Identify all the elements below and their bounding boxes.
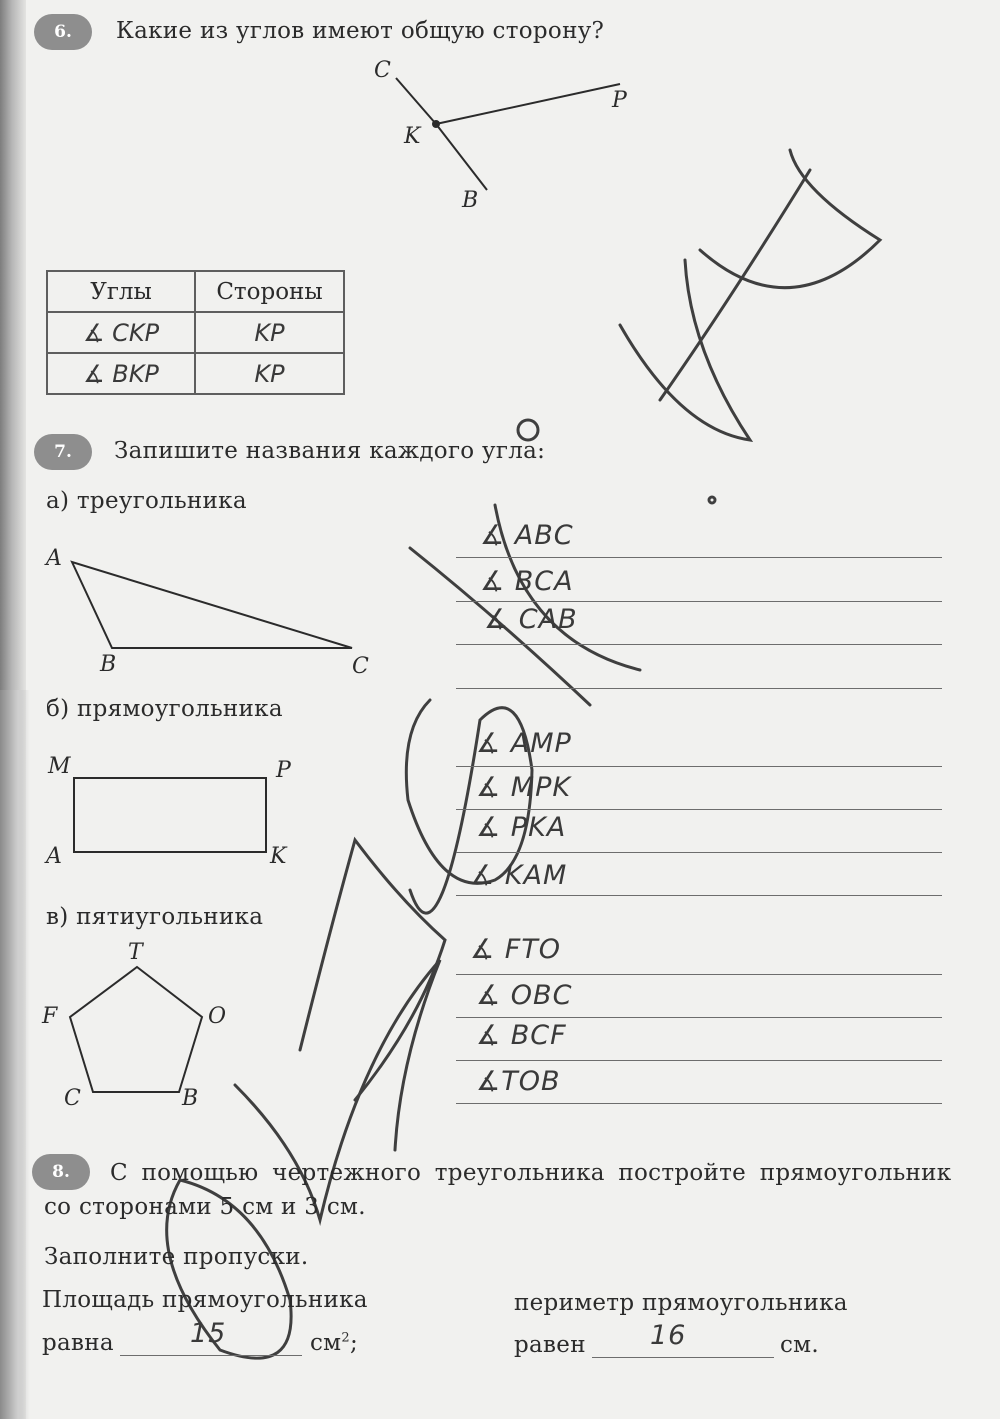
pentagon-subtask-label: в) пятиугольника [46,904,264,930]
answer-line [456,557,942,558]
rectangle-answer[interactable]: ∡ AMP [476,728,572,759]
rectangle-vertex-p: P [276,758,291,783]
table-cell-side[interactable]: KP [195,353,344,394]
answer-line [456,1060,942,1061]
triangle-vertex-a: A [46,546,62,571]
table-header-angles: Углы [47,271,195,312]
table-header-sides: Стороны [195,271,344,312]
rectangle-answer[interactable]: ∡ KAM [470,860,568,891]
rectangle-vertex-a: A [46,844,62,869]
answer-line [456,809,942,810]
rectangle-subtask-label: б) прямоугольника [46,696,283,722]
triangle-abc [72,562,352,648]
table-header-row [47,271,344,312]
task-7-number-badge: 7. [34,434,92,470]
pentagon-answer[interactable]: ∡ FTO [470,934,562,965]
point-k-label: K [404,124,421,149]
perimeter-unit: см. [780,1332,819,1358]
area-unit-end: ; [349,1330,359,1356]
pentagon-vertex-f: F [42,1004,58,1029]
vertex-k-dot [432,120,440,128]
task-6-number-badge: 6. [34,14,92,50]
pentagon-vertex-o: O [208,1004,227,1029]
task-8-number-badge: 8. [32,1154,90,1190]
triangle-answer[interactable]: ∡ ABC [480,520,574,551]
fill-blanks-instruction: Заполните пропуски. [44,1244,309,1270]
area-unit [310,1330,358,1356]
table-row [47,353,344,394]
ray-kb [436,124,487,190]
area-answer[interactable]: 15 [190,1318,227,1349]
table-row [47,312,344,353]
answer-line [456,766,942,767]
table-cell-angle[interactable]: ∡ BKP [47,353,195,394]
triangle-vertex-b: B [100,652,117,677]
table-cell-angle[interactable]: ∡ CKP [47,312,195,353]
pentagon-vertex-b: B [182,1086,199,1111]
rectangle-answer[interactable]: ∡ PKA [476,812,567,843]
answer-line [456,895,942,896]
area-answer-line [120,1355,302,1356]
area-label: Площадь прямоугольника [42,1287,368,1313]
point-c-label: C [374,58,391,83]
task-8-question-line1: С помощью чертежного треугольника постройте прямоугольник [110,1160,952,1186]
pentagon-vertex-c: C [64,1086,81,1111]
point-p-label: P [612,88,627,113]
task-6-question: Какие из углов имеют общую сторону? [116,18,605,44]
pentagon-answer[interactable]: ∡TOB [476,1066,561,1097]
perimeter-label: периметр прямоугольника [514,1290,848,1316]
pentagon-answer[interactable]: ∡ OBC [476,980,573,1011]
triangle-vertex-c: C [352,654,369,679]
area-unit-text: см [310,1330,342,1356]
answer-line [456,688,942,689]
answer-line [456,974,942,975]
triangle-subtask-label: а) треугольника [46,488,247,514]
perimeter-answer-line [592,1357,774,1358]
triangle-answer[interactable]: ∡ CAB [484,604,578,635]
pentagon-answer[interactable]: ∡ BCF [476,1020,567,1051]
perimeter-answer[interactable]: 16 [650,1320,687,1351]
ray-kp [436,84,620,124]
triangle-answer[interactable]: ∡ BCA [480,566,574,597]
area-unit-exponent: 2 [341,1330,350,1346]
answer-line [456,1103,942,1104]
answer-line [456,1017,942,1018]
task-7-question: Запишите названия каждого угла: [114,438,546,464]
rectangle-vertex-k: K [270,844,287,869]
answer-line [456,644,942,645]
point-b-label: B [462,188,479,213]
rectangle-answer[interactable]: ∡ MPK [476,772,572,803]
task-8-question-line2: со сторонами 5 см и 3 см. [44,1194,366,1220]
angles-sides-table [46,270,345,395]
area-prefix: равна [42,1330,114,1356]
answer-line [456,601,942,602]
rectangle-mpka [74,778,266,852]
rectangle-vertex-m: M [48,754,71,779]
pentagon-tobcf [70,967,202,1092]
ray-kc [396,78,436,124]
answer-line [456,852,942,853]
perimeter-prefix: равен [514,1332,586,1358]
table-cell-side[interactable]: KP [195,312,344,353]
pentagon-vertex-t: T [128,940,143,965]
